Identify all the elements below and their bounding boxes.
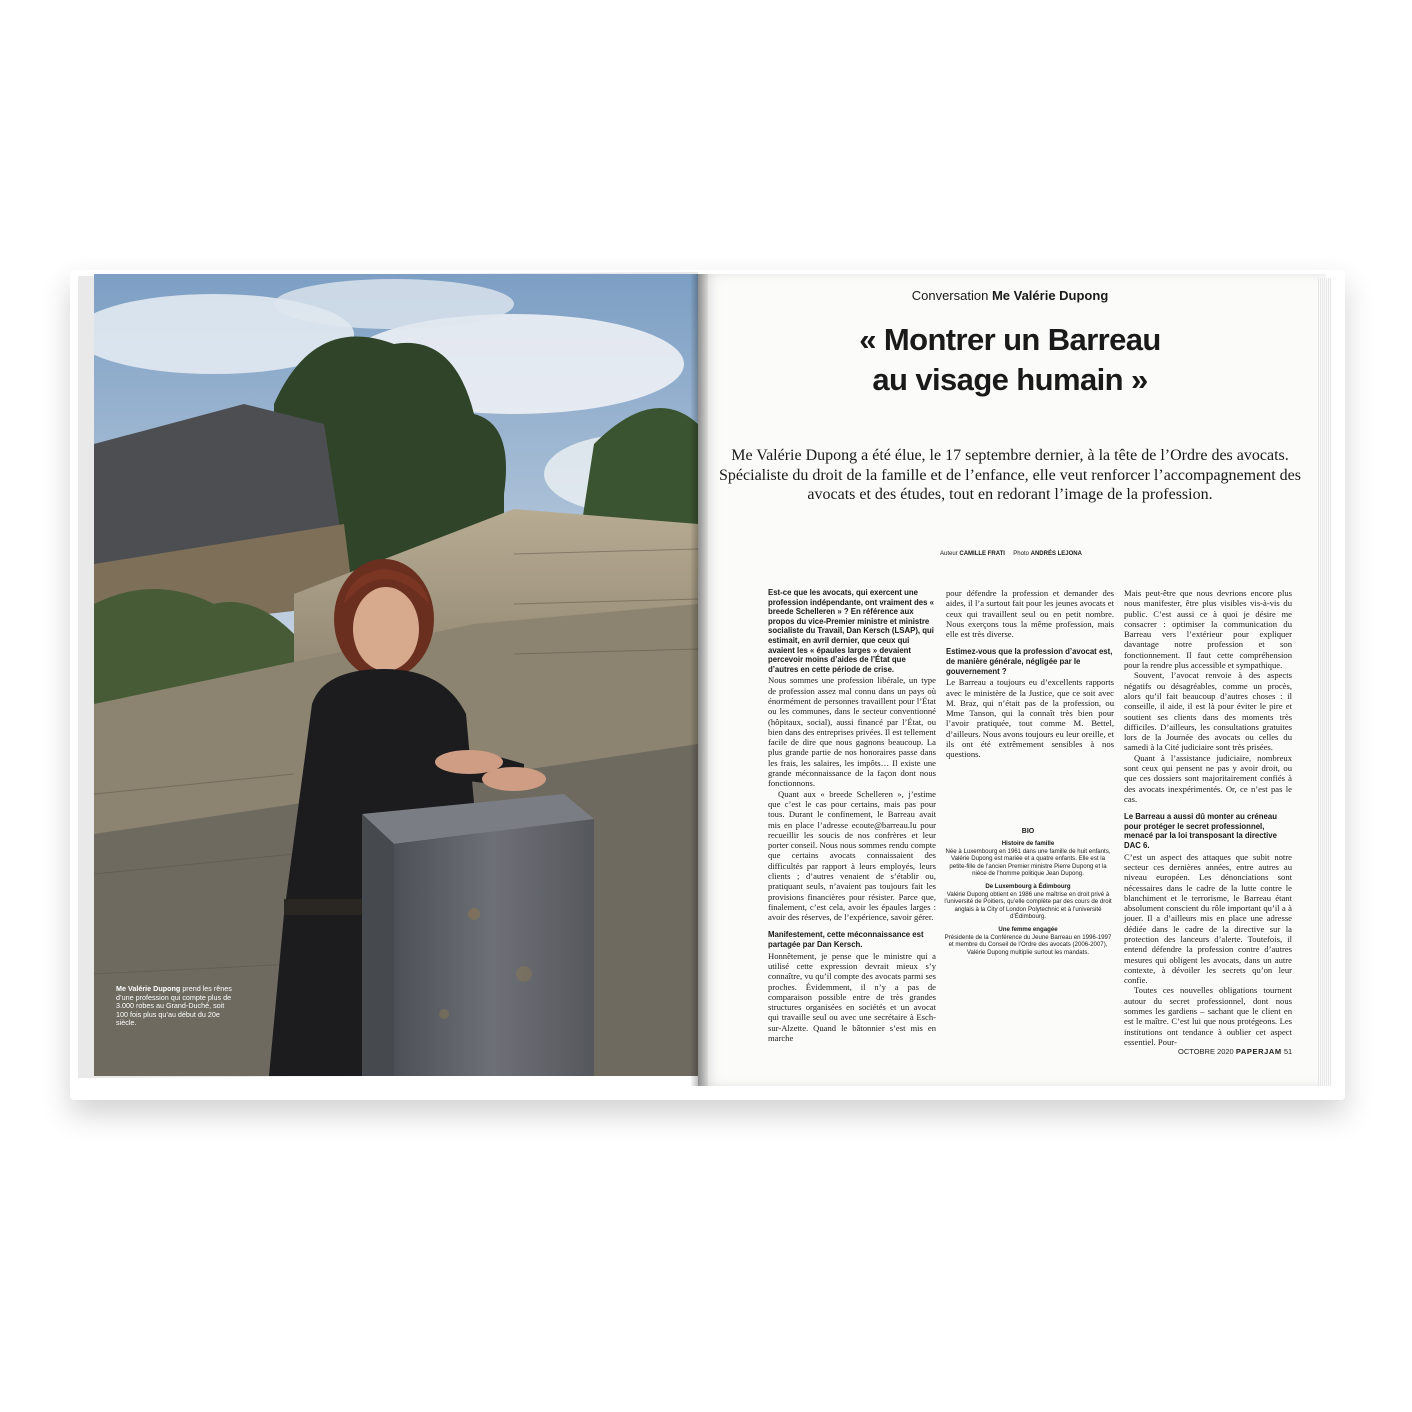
answer-paragraph: Quant aux « breede Schelleren », j’estime que c’est le cas pour certains, mais pas pour tous. Durant le confinement, le Barreau avait mis en place l’adresse ecoute@barreau.lu pour recueillir les soucis de nos confrères et leur porter conseil. Nous nous sommes rendu compte que certains avocats connaissaient des difficultés par rapport à leurs employés, leurs clients ; d’autres venaient de s’établir ou, pratiquant seuls, n’avaient pas toujours fait les provisions financières pour résister. Parce que, finalement, c’est cela, avoir les épaules larges : avoir des réserves, de l’expérience, savoir gérer. xyxy=(768,788,936,923)
answer-paragraph: Souvent, l’avocat renvoie à des aspects négatifs ou désagréables, comme un procès, alors qu’il fait beaucoup d’autres choses : il conseille, il aide, il est là pour éviter le pire et soutient ses clients dans des moments très difficiles. D’ailleurs, les consultations gratuites lors de la Journée des avocats ou celles du samedi à la Cité judiciaire sont très prisées. xyxy=(1124,670,1292,753)
answer-paragraph: C’est un aspect des attaques que subit notre secteur ces dernières années, entre autres au niveau européen. Les dénonciations sont nécessaires dans le cadre de la lutte contre le blanchiment et le terrorisme, le Barreau étant absolument conscient du rôle important qu’il a à jouer. Il a d’ailleurs mis en place une adresse dédiée dans le cadre de la directive sur la protection des lanceurs d’alerte. Toutefois, il entend défendre la profession contre d’autres mesures qui obligent les avocats, dans un autre contexte, à dévoiler les secrets qu’on leur confie. xyxy=(1124,851,1292,986)
answer-paragraph: Le Barreau a toujours eu d’excellents rapports avec le ministère de la Justice, que ce soit avec M. Braz, qui n’était pas de la profession, ou Mme Tanson, qui la connaît très bien pour l’avoir pratiquée, tout comme M. Bettel, d’ailleurs. Nous avons toujours eu leur oreille, et ils ont été extrêmement sensibles à nos questions. xyxy=(946,677,1114,760)
photo-caption xyxy=(116,985,234,1028)
section-label: Conversation xyxy=(911,288,989,303)
caption-text: prend les rênes d’une profession qui compte plus de 3.000 robes au Grand-Duché, soit 100 fois plus qu’au début du 20e siècle. xyxy=(116,984,232,1028)
bio-subheading: Une femme engagée xyxy=(998,926,1058,934)
bio-heading: BIO xyxy=(1021,828,1035,835)
text-column-2 xyxy=(946,588,1114,760)
article-credits xyxy=(940,551,1200,557)
folio-month: OCTOBRE 2020 xyxy=(1178,1047,1234,1056)
section-header xyxy=(700,288,1320,303)
answer-paragraph: Honnêtement, je pense que le ministre qui a utilisé cette expression devrait mieux s’y connaître, vu qu’il compte des avocats parmi ses proches. Évidemment, il n’y a pas de comparaison possible entre de très grandes structures organisées en sociétés et un avocat qui travaille seul ou avec une secrétaire à Esch-sur-Alzette. Quand le bâtonnier s’est mis en marche xyxy=(768,950,936,1044)
title-line-1: « Montrer un Barreau xyxy=(859,322,1161,357)
bio-text: Née à Luxembourg en 1961 dans une famille de huit enfants, Valérie Dupong est mariée et a quatre enfants. Elle est la petite-fille de l’ancien Premier ministre Pierre Dupong et la nièce de l’homme politique Jean Dupong. xyxy=(945,847,1111,878)
photographer-name: ANDRÉS LEJONA xyxy=(1030,551,1082,557)
question: Est-ce que les avocats, qui exercent une profession indépendante, ont vraiment des « breede Schelleren » ? En référence aux propos du vice-Premier ministre et ministre socialiste du Travail, Dan Kersch (LSAP), qui estimait, en avril dernier, que ceux qui avaient les « épaules larges » devaient percevoir moins d’aides de l’État que d’autres en cette période de crise. xyxy=(768,588,934,674)
bio-box xyxy=(944,828,1112,962)
answer-paragraph: pour défendre la profession et demander des aides, il l’a surtout fait pour les jeunes avocats et ceux qui travaillent seul ou en petit nombre. Nous exerçons tous la même profession, mais elle est très diverse. xyxy=(946,588,1114,640)
question: Le Barreau a aussi dû monter au créneau pour protéger le secret professionnel, menacé par la loi transposant la directive DAC 6. xyxy=(1124,812,1277,851)
folio-page-number: 51 xyxy=(1283,1047,1293,1056)
section-person: Me Valérie Dupong xyxy=(991,288,1109,303)
answer-paragraph: Nous sommes une profession libérale, un type de profession assez mal connu dans un pays où énormément de personnes travaillent pour l’État ou les communes, dans le secteur conventionné (hôpitaux, social), aussi financé par l’État, ou bien dans des entreprises privées. Il est tellement facile de dire que nous gagnons beaucoup. La plus grande partie de nos honoraires passe dans les frais, les salaires, les impôts… Il existe une grande méconnaissance de la façon dont nous fonctionnons. xyxy=(768,675,937,789)
author-name: CAMILLE FRATI xyxy=(959,551,1005,557)
question: Estimez-vous que la profession d’avocat est, de manière générale, négligée par le gouvernement ? xyxy=(946,647,1113,676)
bio-text: Présidente de la Conférence du Jeune Barreau en 1996-1997 et membre du Conseil de l’Ordre des avocats (2006-2007), Valérie Dupong multiplie surtout les mandats. xyxy=(944,933,1112,956)
bio-subheading: Histoire de famille xyxy=(1001,840,1055,848)
page-folio xyxy=(1178,1047,1292,1056)
photo-label: Photo xyxy=(1013,551,1029,557)
portrait-photo xyxy=(94,274,698,1076)
page-edge xyxy=(1318,278,1332,1086)
caption-name: Me Valérie Dupong xyxy=(116,984,181,993)
text-column-1 xyxy=(768,588,936,1043)
author-label: Auteur xyxy=(940,551,958,557)
article-lead: Me Valérie Dupong a été élue, le 17 septembre dernier, à la tête de l’Ordre des avocats. Spécialiste du droit de la famille et de l’enfance, elle veut renforcer l’accompagnement des avocats et des études, tout en redorant l’image de la profession. xyxy=(719,447,1301,503)
article-title xyxy=(700,320,1320,400)
title-line-2: au visage humain » xyxy=(872,362,1148,397)
answer-paragraph: Quant à l’assistance judiciaire, nombreux sont ceux qui pensent ne pas y avoir droit, ou que ces dossiers sont majoritairement confiés à des avocats inexpérimentés. Or, ce n’est pas le cas. xyxy=(1124,752,1292,804)
answer-paragraph: Mais peut-être que nous devrions encore plus nous manifester, être plus visibles vis-à-vis du public. C’est aussi ce à quoi je désire me consacrer : optimiser la communication du Barreau vers l’extérieur pour expliquer davantage notre profession et son fonctionnement. Il faut cette compréhension pour la rendre plus accessible et sympathique. xyxy=(1124,588,1292,671)
bio-text: Valérie Dupong obtient en 1986 une maîtrise en droit privé à l’université de Poitiers, qu’elle complète par des cours de droit anglais à la City of London Polytechnic et à l’université d’Édimbourg. xyxy=(944,890,1112,921)
answer-paragraph: Toutes ces nouvelles obligations tournent autour du secret professionnel, dont nous sommes les gardiens – sachant que le client en est le maître. C’est lui que nous protégeons. Les institutions ont tendance à oublier cet aspect essentiel. Pour- xyxy=(1124,985,1292,1047)
folio-brand: PAPERJAM xyxy=(1235,1047,1282,1056)
question: Manifestement, cette méconnaissance est partagée par Dan Kersch. xyxy=(768,930,924,950)
portrait-illustration xyxy=(94,274,698,1076)
bio-subheading: De Luxembourg à Édimbourg xyxy=(985,883,1071,891)
text-column-3 xyxy=(1124,588,1292,1047)
